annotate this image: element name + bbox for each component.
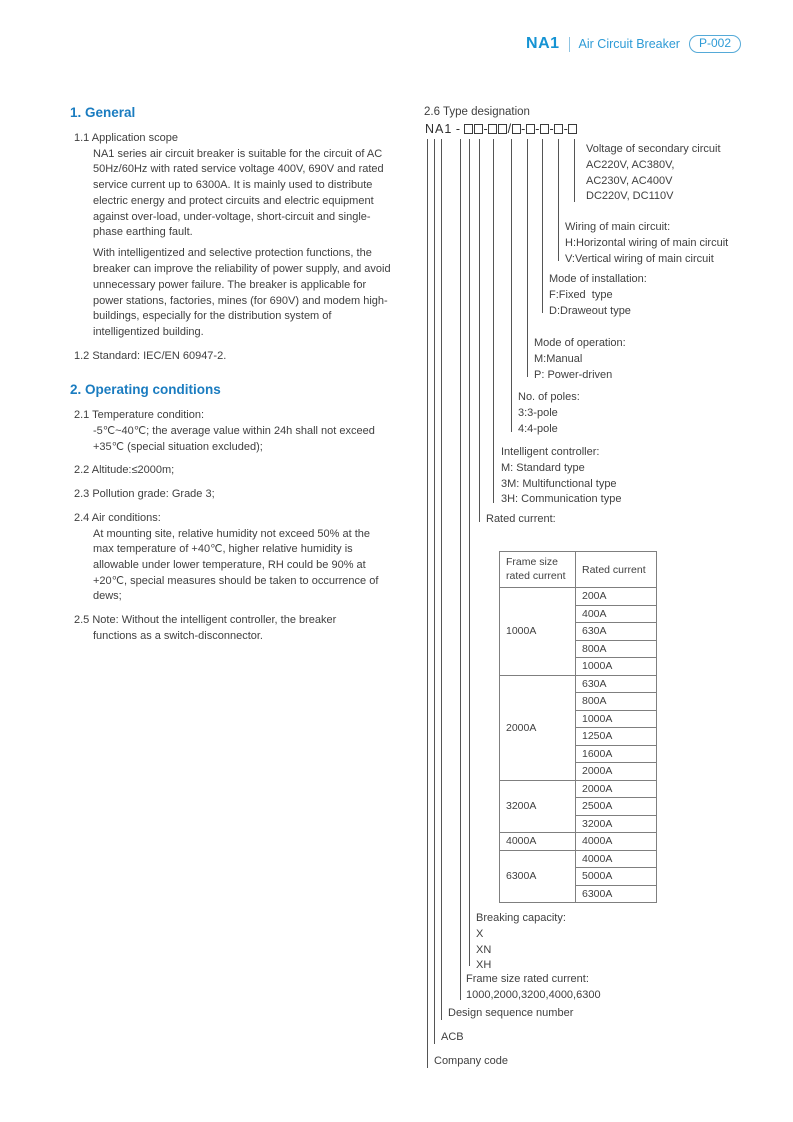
rated-current-cell: 630A (576, 623, 657, 641)
formula-box (540, 124, 549, 134)
callout-label-breaking-capacity (476, 911, 566, 974)
body-text-line: At mounting site, relative humidity not exceed 50% at the (93, 527, 370, 540)
body-text-line: 2.1 Temperature condition: (74, 409, 205, 422)
callout-line-breaking-capacity (469, 139, 470, 966)
callout-label-mode-of-installation (549, 272, 647, 319)
formula-box (488, 124, 497, 134)
rated-current-cell: 4000A (576, 850, 657, 868)
callout-text-line: X (476, 927, 484, 940)
formula-char: N (425, 122, 436, 136)
rated-current-cell: 200A (576, 588, 657, 606)
rated-current-cell: 6300A (576, 885, 657, 903)
product-name: NA1 (526, 35, 560, 52)
left-column (70, 104, 410, 644)
callout-text-line: Wiring of main circuit: (565, 221, 671, 233)
body-text-line: +20℃, special measures should be taken to occurrence of (93, 574, 379, 587)
callout-line-frame-size-rated-current (460, 139, 461, 1000)
callout-text-line: V:Vertical wiring of main circuit (565, 252, 714, 265)
body-text-line: phase earthing fault. (93, 226, 193, 239)
body-text-line: functions as a switch-disconnector. (93, 629, 263, 642)
callout-label-intelligent-controller (501, 445, 621, 508)
callout-text-line: 4:4-pole (518, 422, 558, 435)
formula-char: / (507, 122, 512, 136)
body-text-line: With intelligentized and selective protection functions, the (93, 247, 372, 260)
rated-current-cell: 2500A (576, 798, 657, 816)
callout-text-line: No. of poles: (518, 391, 580, 403)
table-head (500, 552, 657, 588)
body-text-line: 2.4 Air conditions: (74, 511, 161, 524)
rated-current-cell: 4000A (576, 833, 657, 851)
frame-size-cell: 2000A (500, 675, 576, 780)
callout-text-line: 1000,2000,3200,4000,6300 (466, 988, 601, 1001)
callout-text-line: Rated current: (486, 513, 556, 525)
formula-char (460, 122, 463, 136)
body-text-line: 2.3 Pollution grade: Grade 3; (74, 488, 215, 501)
frame-size-header-line1: Frame size (506, 556, 558, 568)
callout-label-mode-of-operation (534, 336, 626, 383)
formula-box (512, 124, 521, 134)
frame-size-cell: 6300A (500, 850, 576, 903)
body-text-line: intelligentized building. (93, 325, 204, 338)
rated-current-cell: 1000A (576, 658, 657, 676)
rated-current-cell: 1000A (576, 710, 657, 728)
rated-current-cell: 1600A (576, 745, 657, 763)
formula-char: - (535, 122, 540, 136)
frame-size-header-line2: rated current (506, 569, 566, 582)
rated-current-cell: 800A (576, 693, 657, 711)
table-row (500, 850, 657, 868)
callout-label-rated-current (486, 512, 556, 528)
body-text-line: electric energy and protect circuits and electric equipment (93, 194, 374, 207)
body-text-line: power stations, factories, mines (for 690V) and modem high- (93, 294, 388, 307)
callout-label-design-sequence-number (448, 1006, 573, 1022)
callout-line-design-sequence-number (441, 139, 442, 1020)
body-text-line: service current up to 6300A. It is mainly used to distribute (93, 179, 373, 192)
callout-text-line: 3M: Multifunctional type (501, 477, 617, 490)
callout-line-intelligent-controller (493, 139, 494, 503)
table-row (500, 780, 657, 798)
body-text-line: 50Hz/60Hz with rated service voltage 400V, 690V and rated (93, 163, 384, 176)
body-text-line: +35℃ (special situation excluded); (93, 440, 263, 453)
table-body (500, 588, 657, 903)
callout-label-acb (441, 1030, 464, 1046)
formula-box (568, 124, 577, 134)
product-subtitle: Air Circuit Breaker (578, 37, 680, 51)
callout-text-line: M: Standard type (501, 461, 585, 474)
table-header-row (500, 552, 657, 588)
rated-current-cell: 2000A (576, 763, 657, 781)
callout-text-line: Design sequence number (448, 1007, 574, 1019)
formula-box (464, 124, 473, 134)
callout-label-company-code (434, 1054, 508, 1070)
frame-size-header-cell (500, 552, 576, 588)
rated-current-table-wrap (499, 551, 657, 903)
callout-label-no-of-poles (518, 390, 580, 437)
formula-char: - (455, 122, 460, 136)
callout-line-mode-of-installation (542, 139, 543, 313)
formula-char: A (435, 122, 445, 136)
formula-box (474, 124, 483, 134)
rated-current-cell: 1250A (576, 728, 657, 746)
body-text-line: breaker can improve the reliability of power supply, and avoid (93, 263, 391, 276)
page-header (526, 35, 741, 53)
callout-line-company-code (427, 139, 428, 1068)
header-divider (569, 37, 570, 52)
body-text-line: 1.2 Standard: IEC/EN 60947-2. (74, 349, 227, 362)
callout-text-line: DC220V, DC110V (586, 190, 674, 203)
callout-text-line: Mode of operation: (534, 337, 626, 349)
callout-text-line: Company code (434, 1055, 508, 1067)
callout-line-no-of-poles (511, 139, 512, 432)
formula-char: - (549, 122, 554, 136)
callout-line-mode-of-operation (527, 139, 528, 377)
body-text-line: -5℃~40℃; the average value within 24h shall not exceed (93, 425, 375, 438)
callout-text-line: 3:3-pole (518, 406, 558, 419)
callout-line-acb (434, 139, 435, 1044)
body-text-line: against over-load, under-voltage, short-circuit and single- (93, 210, 371, 223)
callout-text-line: 3H: Communication type (501, 493, 622, 506)
frame-size-cell: 4000A (500, 833, 576, 851)
callout-text-line: M:Manual (534, 352, 583, 365)
body-text-line: 2.5 Note: Without the intelligent controller, the breaker (74, 614, 337, 627)
formula-box (498, 124, 507, 134)
formula-char: - (521, 122, 526, 136)
body-text-line: 2.2 Altitude:≤2000m; (74, 464, 175, 477)
table-row (500, 588, 657, 606)
callout-line-voltage-of-secondary-circuit (574, 139, 575, 202)
body-text-line: dews; (93, 590, 122, 603)
formula-box (526, 124, 535, 134)
rated-current-cell: 800A (576, 640, 657, 658)
body-text-line: NA1 series air circuit breaker is suitable for the circuit of AC (93, 147, 383, 160)
callout-text-line: Mode of installation: (549, 273, 647, 285)
body-text-line: unnecessary power failure. The breaker is applicable for (93, 278, 367, 291)
rated-current-table (499, 551, 657, 903)
callout-text-line: XN (476, 943, 492, 956)
frame-size-cell: 3200A (500, 780, 576, 833)
callout-text-line: XH (476, 959, 492, 972)
rated-current-cell: 3200A (576, 815, 657, 833)
callout-text-line: H:Horizontal wiring of main circuit (565, 236, 729, 249)
formula-char: - (563, 122, 568, 136)
table-row (500, 675, 657, 693)
body-text-line: buildings, especially for the distribution system of (93, 310, 332, 323)
formula-char: - (483, 122, 488, 136)
callout-text-line: Breaking capacity: (476, 912, 566, 924)
type-designation-formula (425, 121, 578, 137)
callout-text-line: Intelligent controller: (501, 446, 600, 458)
formula-box (554, 124, 563, 134)
callout-label-voltage-of-secondary-circuit (586, 142, 721, 205)
body-text-line: max temperature of +40℃, higher relative humidity is (93, 543, 353, 556)
section-heading: 1. General (70, 105, 136, 120)
callout-text-line: P: Power-driven (534, 368, 613, 381)
rated-current-cell: 400A (576, 605, 657, 623)
rated-current-cell: 2000A (576, 780, 657, 798)
callout-text-line: ACB (441, 1031, 464, 1043)
callout-text-line: F:Fixed type (549, 288, 613, 301)
callout-text-line: AC230V, AC400V (586, 174, 673, 187)
callout-text-line: D:Draweout type (549, 304, 631, 317)
body-text-line: 1.1 Application scope (74, 132, 178, 144)
body-text-line: allowable under lower temperature, RH could be 90% at (93, 558, 366, 571)
rated-current-header-cell: Rated current (576, 552, 657, 588)
table-row (500, 833, 657, 851)
rated-current-cell: 630A (576, 675, 657, 693)
callout-line-rated-current (479, 139, 480, 522)
rated-current-cell: 5000A (576, 868, 657, 886)
callout-text-line: Frame size rated current: (466, 973, 589, 985)
callout-label-wiring-of-main-circuit (565, 220, 728, 267)
page-number-badge: P-002 (689, 35, 741, 53)
formula-char: 1 (444, 122, 453, 136)
section-heading: 2. Operating conditions (70, 382, 221, 398)
frame-size-cell: 1000A (500, 588, 576, 676)
type-designation-title: 2.6 Type designation (424, 106, 530, 118)
callout-text-line: AC220V, AC380V, (586, 158, 675, 171)
callout-label-frame-size-rated-current (466, 972, 601, 1004)
callout-line-wiring-of-main-circuit (558, 139, 559, 261)
callout-text-line: Voltage of secondary circuit (586, 143, 721, 155)
